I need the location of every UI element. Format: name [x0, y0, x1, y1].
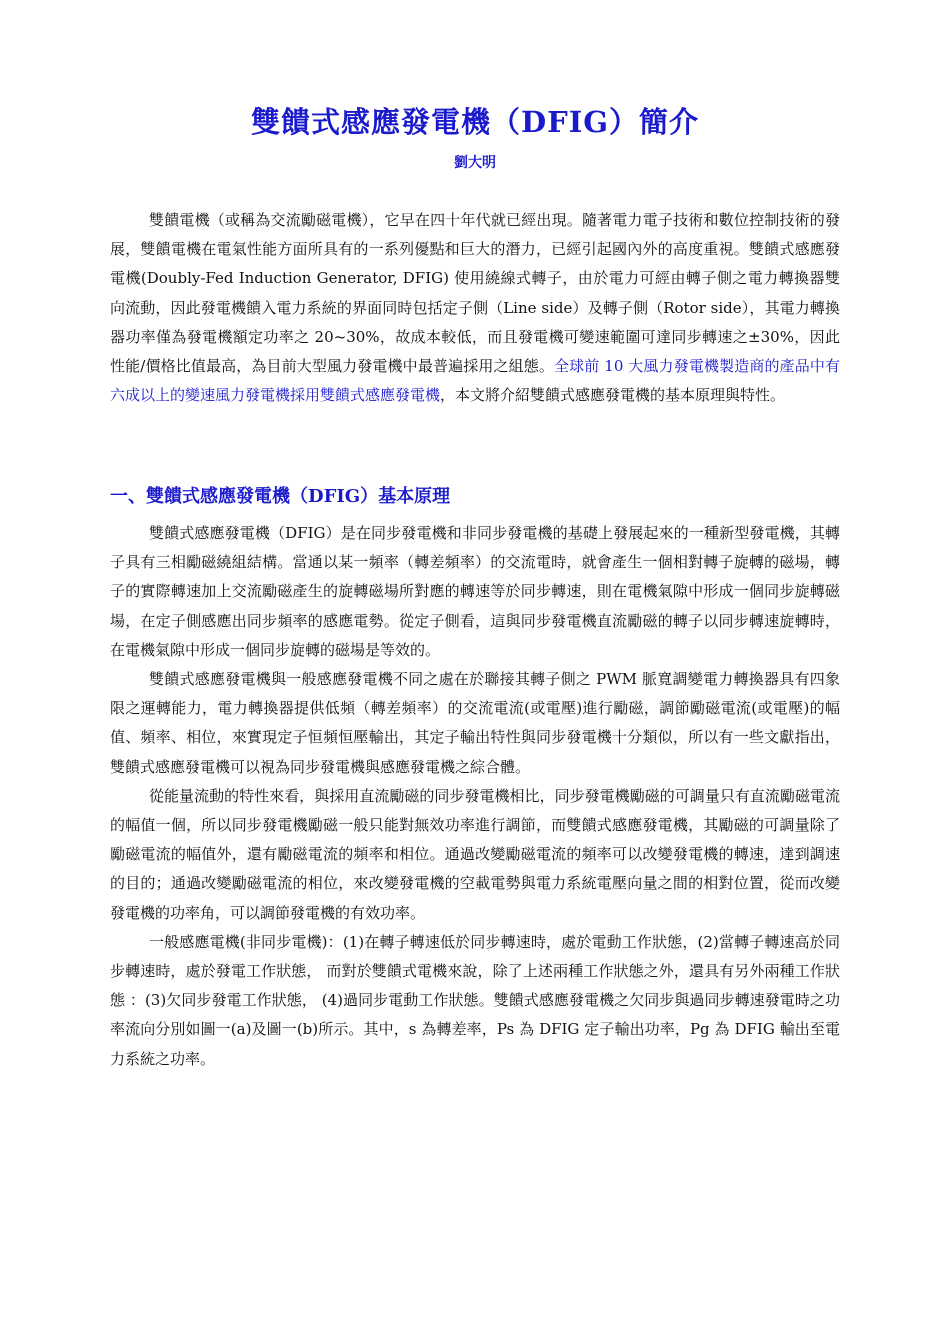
intro-paragraph — [110, 206, 840, 410]
intro-section — [110, 206, 840, 410]
document-title: 雙饋式感應發電機（DFIG）簡介 — [250, 105, 700, 139]
section1-paragraph: 雙饋式感應發電機（DFIG）是在同步發電機和非同步發電機的基礎上發展起來的一種新型發電機，其轉子具有三相勵磁繞組結構。當通以某一頻率（轉差頻率）的交流電時，就會產生一個相對轉子旋轉的磁場，轉子的實際轉速加上交流勵磁產生的旋轉磁場所對應的轉速等於同步轉速，則在電機氣隙中形成一個同步旋轉磁場，在定子側感應出同步頻率的感應電勢。從定子側看，這與同步發電機直流勵磁的轉子以同步轉速旋轉時，在電機氣隙中形成一個同步旋轉的磁場是等效的。 — [110, 524, 840, 659]
section1-paragraph: 一般感應電機(非同步電機)：(1)在轉子轉速低於同步轉速時，處於電動工作狀態，(2)當轉子轉速高於同步轉速時，處於發電工作狀態， 而對於雙饋式電機來說，除了上述兩種工作狀態之外，還具有另外兩種工作狀態 ：(3)欠同步發電工作狀態， (4)過同步電動工作狀態。雙饋式感應發電機之欠同步與過同步轉速發電時之功率流向分別如圖一(a)及圖一(b)所示。其中，s 為轉差率，Ps 為 DFIG 定子輸出功率，Pg 為 DFIG 輸出至電力系統之功率。 — [110, 932, 840, 1068]
section1-paragraph: 從能量流動的特性來看，與採用直流勵磁的同步發電機相比，同步發電機勵磁的可調量只有直流勵磁電流的幅值一個，所以同步發電機勵磁一般只能對無效功率進行調節，而雙饋式感應發電機，其勵磁的可調量除了勵磁電流的幅值外，還有勵磁電流的頻率和相位。通過改變勵磁電流的頻率可以改變發電機的轉速，達到調速的目的；通過改變勵磁電流的相位，來改變發電機的空載電勢與電力系統電壓向量之間的相對位置，從而改變發電機的功率角，可以調節發電機的有效功率。 — [110, 786, 840, 922]
section1-body — [110, 519, 840, 1074]
author-name: 劉大明 — [454, 155, 496, 171]
intro-highlight-text: 全球前 10 大風力發電機製造商的產品中有六成以上的變速風力發電機採用雙饋式感應發電機 — [110, 357, 841, 405]
intro-text-end: ，本文將介紹雙饋式感應發電機的基本原理與特性。 — [440, 386, 786, 405]
section-heading: 一、雙饋式感應發電機（DFIG）基本原理 — [110, 486, 451, 507]
intro-text-start: 雙饋電機（或稱為交流勵磁電機），它早在四十年代就已經出現。隨著電力電子技術和數位控制技術的發展，雙饋電機在電氣性能方面所具有的一系列優點和巨大的潛力，已經引起國內外的高度重視。雙饋式感應發電機(Doubly-Fed Induction Generator, DFIG) 使用繞線式轉子，由於電力可經由轉子側之電力轉換器雙向流動，因此發電機饋入電力系統的界面同時包括定子側（Line side）及轉子側（Rotor side），其電力轉換器功率僅為發電機額定功率之 20~30%，故成本較低，而且發電機可變速範圍可達同步轉速之±30%，因此性能/價格比值最高，為目前大型風力發電機中最普遍採用之組態。 — [110, 211, 840, 376]
section1-paragraph: 雙饋式感應發電機與一般感應發電機不同之處在於聯接其轉子側之 PWM 脈寬調變電力轉換器具有四象限之運轉能力，電力轉換器提供低頻（轉差頻率）的交流電流(或電壓)進行勵磁，調節勵磁電流(或電壓)的幅值、頻率、相位，來實現定子恒頻恒壓輸出，其定子輸出特性與同步發電機十分類似，所以有一些文獻指出，雙饋式感應發電機可以視為同步發電機與感應發電機之綜合體。 — [110, 670, 840, 776]
